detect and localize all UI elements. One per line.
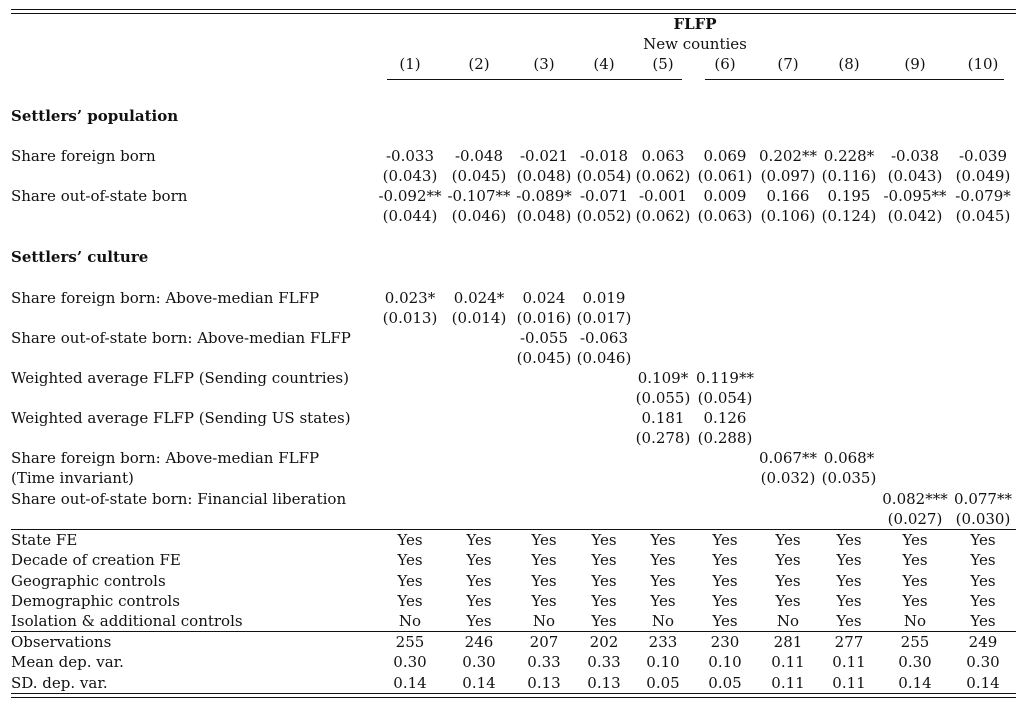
control-value: Yes [397, 531, 423, 549]
stat-label: Observations [11, 633, 112, 651]
section-settlers-population: Settlers’ population [11, 107, 179, 125]
coefficient: -0.089* [516, 187, 572, 205]
control-value: Yes [902, 531, 928, 549]
row-label: Share foreign born: Above-median FLFP [11, 289, 320, 307]
standard-error: (0.106) [760, 207, 816, 225]
coefficient: -0.001 [638, 187, 687, 205]
standard-error: (0.046) [451, 207, 507, 225]
stat-value: 255 [900, 633, 930, 651]
control-value: Yes [531, 551, 557, 570]
control-value: No [398, 612, 422, 631]
control-value: Yes [970, 551, 996, 570]
coefficient: 0.009 [703, 187, 747, 205]
control-value: Yes [712, 591, 738, 610]
stat-value: 0.11 [832, 653, 866, 672]
row-label: Weighted average FLFP (Sending US states) [11, 409, 351, 427]
row-label: Share foreign born: Above-median FLFP [11, 449, 320, 467]
coefficient: 0.228* [823, 147, 875, 165]
dependent-variable-header: FLFP [673, 15, 717, 33]
column-number: (3) [533, 55, 555, 73]
standard-error: (0.032) [760, 469, 816, 487]
control-value: Yes [902, 591, 928, 610]
coefficient: 0.195 [827, 187, 871, 205]
standard-error: (0.045) [955, 207, 1011, 225]
coefficient: -0.095** [883, 187, 947, 205]
control-value: Yes [775, 571, 801, 590]
standard-error: (0.048) [516, 167, 572, 185]
stat-value: 0.14 [966, 673, 1000, 692]
control-value: Yes [531, 571, 557, 590]
standard-error: (0.027) [887, 510, 943, 528]
control-value: Yes [466, 531, 492, 549]
standard-error: (0.124) [821, 207, 877, 225]
standard-error: (0.045) [451, 167, 507, 185]
stat-value: 0.11 [771, 673, 805, 692]
stat-value: 0.14 [462, 673, 496, 692]
stat-value: 202 [589, 633, 619, 651]
control-value: No [651, 612, 675, 631]
standard-error: (0.043) [887, 167, 943, 185]
control-value: Yes [650, 531, 676, 549]
control-value: Yes [836, 571, 862, 590]
control-value: Yes [397, 551, 423, 570]
standard-error: (0.044) [382, 207, 438, 225]
control-label: Decade of creation FE [11, 551, 181, 570]
stat-value: 0.30 [966, 653, 1000, 672]
standard-error: (0.052) [576, 207, 632, 225]
control-value: No [776, 612, 800, 631]
control-value: Yes [466, 612, 492, 631]
stat-value: 0.30 [898, 653, 932, 672]
control-value: Yes [591, 612, 617, 631]
standard-error: (0.030) [955, 510, 1011, 528]
standard-error: (0.035) [821, 469, 877, 487]
stat-value: 207 [529, 633, 559, 651]
coefficient: -0.039 [958, 147, 1007, 165]
control-value: Yes [902, 551, 928, 570]
stat-value: 277 [834, 633, 864, 651]
row-label: Share out-of-state born [11, 187, 188, 205]
control-value: Yes [970, 571, 996, 590]
control-value: Yes [466, 551, 492, 570]
column-number: (2) [468, 55, 490, 73]
stat-value: 0.33 [587, 653, 621, 672]
coefficient: -0.107** [447, 187, 511, 205]
stat-value: 230 [710, 633, 740, 651]
cmidrule-left [387, 79, 682, 80]
control-value: Yes [591, 571, 617, 590]
control-value: Yes [836, 551, 862, 570]
coefficient: -0.079* [955, 187, 1011, 205]
coefficient: 0.119** [696, 369, 754, 387]
coefficient: 0.181 [641, 409, 685, 427]
stat-value: 255 [395, 633, 425, 651]
standard-error: (0.062) [635, 167, 691, 185]
bottom-rule [11, 693, 1016, 694]
standard-error: (0.045) [516, 349, 572, 367]
stat-value: 0.10 [708, 653, 742, 672]
standard-error: (0.043) [382, 167, 438, 185]
stat-value: 0.05 [646, 673, 680, 692]
stat-value: 0.11 [771, 653, 805, 672]
stat-value: 0.13 [587, 673, 621, 692]
stat-value: 0.13 [527, 673, 561, 692]
coefficient: 0.166 [766, 187, 810, 205]
control-value: Yes [650, 551, 676, 570]
control-value: Yes [836, 531, 862, 549]
standard-error: (0.046) [576, 349, 632, 367]
coefficient: 0.019 [582, 289, 626, 307]
row-label: Weighted average FLFP (Sending countries) [11, 369, 349, 387]
coefficient: 0.023* [384, 289, 436, 307]
coefficient: 0.068* [823, 449, 875, 467]
bottom-rule-2 [11, 697, 1016, 698]
standard-error: (0.048) [516, 207, 572, 225]
coefficient: 0.063 [641, 147, 685, 165]
coefficient: 0.109* [637, 369, 689, 387]
stat-value: 0.05 [708, 673, 742, 692]
column-number: (10) [967, 55, 999, 73]
coefficient: 0.069 [703, 147, 747, 165]
stat-value: 233 [648, 633, 678, 651]
control-value: Yes [970, 591, 996, 610]
column-number: (1) [399, 55, 421, 73]
stat-value: 0.10 [646, 653, 680, 672]
coefficient: -0.018 [579, 147, 628, 165]
column-number: (4) [593, 55, 615, 73]
standard-error: (0.062) [635, 207, 691, 225]
row-label: Share out-of-state born: Above-median FLFP [11, 329, 351, 347]
coefficient: 0.067** [759, 449, 817, 467]
control-value: Yes [397, 571, 423, 590]
control-value: No [532, 612, 556, 631]
coefficient: -0.092** [378, 187, 442, 205]
standard-error: (0.014) [451, 309, 507, 327]
column-number: (9) [904, 55, 926, 73]
standard-error: (0.017) [576, 309, 632, 327]
control-value: Yes [902, 571, 928, 590]
coefficient: -0.063 [579, 329, 628, 347]
column-number: (8) [838, 55, 860, 73]
control-value: Yes [970, 612, 996, 631]
standard-error: (0.016) [516, 309, 572, 327]
coefficient: 0.024* [453, 289, 505, 307]
stat-value: 0.30 [462, 653, 496, 672]
control-value: Yes [836, 591, 862, 610]
control-label: State FE [11, 531, 78, 549]
standard-error: (0.042) [887, 207, 943, 225]
standard-error: (0.054) [697, 389, 753, 407]
control-value: Yes [970, 531, 996, 549]
control-value: Yes [712, 571, 738, 590]
standard-error: (0.061) [697, 167, 753, 185]
coefficient: 0.126 [703, 409, 747, 427]
row-label-continued: (Time invariant) [11, 469, 134, 487]
control-value: Yes [466, 571, 492, 590]
top-rule [11, 9, 1016, 10]
control-value: No [903, 612, 927, 631]
sample-header: New counties [643, 35, 747, 53]
standard-error: (0.013) [382, 309, 438, 327]
control-value: Yes [712, 551, 738, 570]
control-value: Yes [466, 591, 492, 610]
standard-error: (0.049) [955, 167, 1011, 185]
column-number: (6) [714, 55, 736, 73]
coefficient: -0.048 [454, 147, 503, 165]
standard-error: (0.288) [697, 429, 753, 447]
standard-error: (0.063) [697, 207, 753, 225]
control-value: Yes [775, 591, 801, 610]
coefficient: -0.071 [579, 187, 628, 205]
control-label: Isolation & additional controls [11, 612, 243, 631]
standard-error: (0.054) [576, 167, 632, 185]
stat-value: 249 [968, 633, 998, 651]
row-label: Share foreign born [11, 147, 156, 165]
coefficient: -0.033 [385, 147, 434, 165]
standard-error: (0.116) [821, 167, 877, 185]
control-value: Yes [531, 591, 557, 610]
coefficient: 0.024 [522, 289, 566, 307]
row-label: Share out-of-state born: Financial liberation [11, 490, 347, 508]
control-value: Yes [836, 612, 862, 631]
stat-value: 246 [464, 633, 494, 651]
control-value: Yes [397, 591, 423, 610]
coefficient: 0.202** [759, 147, 817, 165]
control-value: Yes [591, 591, 617, 610]
control-label: Demographic controls [11, 591, 180, 610]
standard-error: (0.278) [635, 429, 691, 447]
stat-label: Mean dep. var. [11, 653, 124, 672]
control-value: Yes [712, 612, 738, 631]
stat-value: 281 [773, 633, 803, 651]
coefficient: 0.082*** [882, 490, 948, 508]
top-rule-2 [11, 13, 1016, 14]
stat-label: SD. dep. var. [11, 673, 108, 692]
coefficient: -0.038 [890, 147, 939, 165]
control-value: Yes [712, 531, 738, 549]
control-value: Yes [650, 591, 676, 610]
column-number: (7) [777, 55, 799, 73]
standard-error: (0.097) [760, 167, 816, 185]
standard-error: (0.055) [635, 389, 691, 407]
column-number: (5) [652, 55, 674, 73]
control-value: Yes [775, 531, 801, 549]
stat-value: 0.14 [898, 673, 932, 692]
cmidrule-right [705, 79, 1004, 80]
control-value: Yes [775, 551, 801, 570]
coefficient: 0.077** [954, 490, 1012, 508]
coefficient: -0.055 [519, 329, 568, 347]
control-value: Yes [591, 551, 617, 570]
stat-value: 0.33 [527, 653, 561, 672]
stat-value: 0.14 [393, 673, 427, 692]
control-label: Geographic controls [11, 571, 166, 590]
coefficient: -0.021 [519, 147, 568, 165]
section-settlers-culture: Settlers’ culture [11, 248, 149, 266]
stat-value: 0.11 [832, 673, 866, 692]
control-value: Yes [591, 531, 617, 549]
stat-value: 0.30 [393, 653, 427, 672]
control-value: Yes [531, 531, 557, 549]
control-value: Yes [650, 571, 676, 590]
